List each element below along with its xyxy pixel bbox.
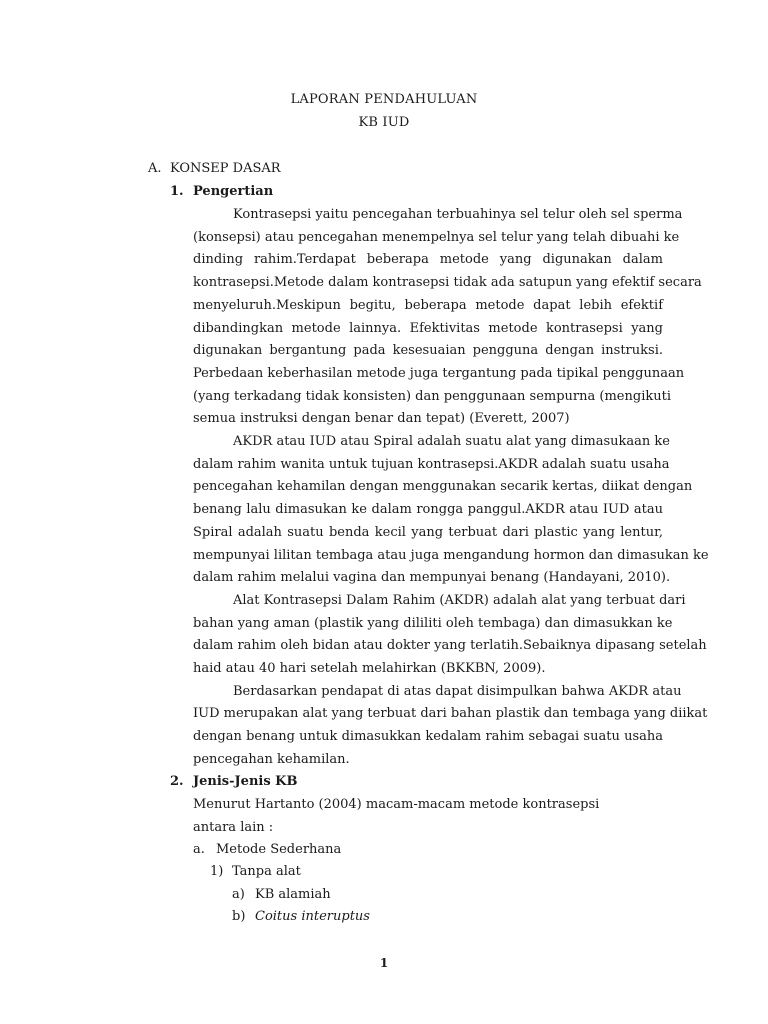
item-2-intro-line: antara lain : bbox=[193, 820, 274, 835]
paragraph-line: Perbedaan keberhasilan metode juga tergantung pada tipikal penggunaan bbox=[193, 365, 685, 381]
paragraph-line: kontrasepsi.Metode dalam kontrasepsi tidak ada satupun yang efektif secara bbox=[193, 275, 702, 291]
sub-b2-label: Coitus interuptus bbox=[255, 909, 370, 924]
sub-b2-marker: b) bbox=[232, 909, 246, 924]
paragraph-line: haid atau 40 hari setelah melahirkan (BKKBN, 2009). bbox=[193, 661, 546, 676]
paragraph-line: dalam rahim wanita untuk tujuan kontrasepsi.AKDR adalah suatu usaha bbox=[193, 456, 670, 472]
paragraph-line: IUD merupakan alat yang terbuat dari bahan plastik dan tembaga yang diikat bbox=[193, 706, 708, 722]
paragraph-line: pencegahan kehamilan dengan menggunakan secarik kertas, diikat dengan bbox=[193, 479, 693, 495]
paragraph-line: dalam rahim oleh bidan atau dokter yang terlatih.Sebaiknya dipasang setelah bbox=[193, 638, 707, 654]
paragraph-line: dinding rahim.Terdapat beberapa metode yang digunakan dalam bbox=[193, 252, 663, 268]
paragraph-line: Spiral adalah suatu benda kecil yang terbuat dari plastic yang lentur, bbox=[193, 524, 663, 540]
paragraph-line: bahan yang aman (plastik yang dililiti oleh tembaga) dan dimasukkan ke bbox=[193, 615, 673, 631]
sub-1-marker: 1) bbox=[210, 864, 224, 879]
document-subtitle: KB IUD bbox=[358, 115, 410, 130]
document-title: LAPORAN PENDAHULUAN bbox=[290, 92, 478, 107]
sub-a-label: Metode Sederhana bbox=[216, 842, 342, 857]
section-a-heading: KONSEP DASAR bbox=[170, 161, 281, 176]
paragraph-line: Kontrasepsi yaitu pencegahan terbuahinya sel telur oleh sel sperma bbox=[233, 207, 683, 222]
paragraph-line: digunakan bergantung pada kesesuaian pengguna dengan instruksi. bbox=[193, 343, 663, 359]
paragraph-line: semua instruksi dengan benar dan tepat) (Everett, 2007) bbox=[193, 411, 570, 427]
item-1-heading: Pengertian bbox=[193, 184, 274, 199]
item-2-intro-line: Menurut Hartanto (2004) macam-macam metode kontrasepsi bbox=[193, 797, 600, 812]
paragraph-line: pencegahan kehamilan. bbox=[193, 751, 350, 767]
paragraph-line: AKDR atau IUD atau Spiral adalah suatu alat yang dimasukaan ke bbox=[233, 434, 670, 449]
item-2-heading: Jenis-Jenis KB bbox=[193, 774, 298, 789]
paragraph-line: dibandingkan metode lainnya. Efektivitas metode kontrasepsi yang bbox=[193, 320, 663, 336]
sub-a2-label: KB alamiah bbox=[255, 887, 331, 902]
sub-1-label: Tanpa alat bbox=[232, 864, 301, 879]
page-number: 1 bbox=[379, 956, 389, 970]
item-1-marker: 1. bbox=[170, 184, 184, 199]
paragraph-line: mempunyai lilitan tembaga atau juga mengandung hormon dan dimasukan ke bbox=[193, 547, 709, 563]
paragraph-line: dalam rahim melalui vagina dan mempunyai benang (Handayani, 2010). bbox=[193, 570, 671, 586]
paragraph-line: menyeluruh.Meskipun begitu, beberapa metode dapat lebih efektif bbox=[193, 297, 663, 313]
paragraph-line: Berdasarkan pendapat di atas dapat disimpulkan bahwa AKDR atau bbox=[233, 683, 682, 699]
sub-a-marker: a. bbox=[193, 842, 205, 857]
item-2-marker: 2. bbox=[170, 774, 184, 789]
sub-a2-marker: a) bbox=[232, 887, 245, 902]
paragraph-line: (konsepsi) atau pencegahan menempelnya sel telur yang telah dibuahi ke bbox=[193, 229, 680, 245]
paragraph-line: dengan benang untuk dimasukkan kedalam rahim sebagai suatu usaha bbox=[193, 729, 663, 745]
paragraph-line: (yang terkadang tidak konsisten) dan penggunaan sempurna (mengikuti bbox=[193, 388, 671, 404]
section-a-marker: A. bbox=[148, 161, 162, 176]
paragraph-line: Alat Kontrasepsi Dalam Rahim (AKDR) adalah alat yang terbuat dari bbox=[233, 592, 686, 608]
paragraph-line: benang lalu dimasukan ke dalam rongga panggul.AKDR atau IUD atau bbox=[193, 502, 663, 518]
